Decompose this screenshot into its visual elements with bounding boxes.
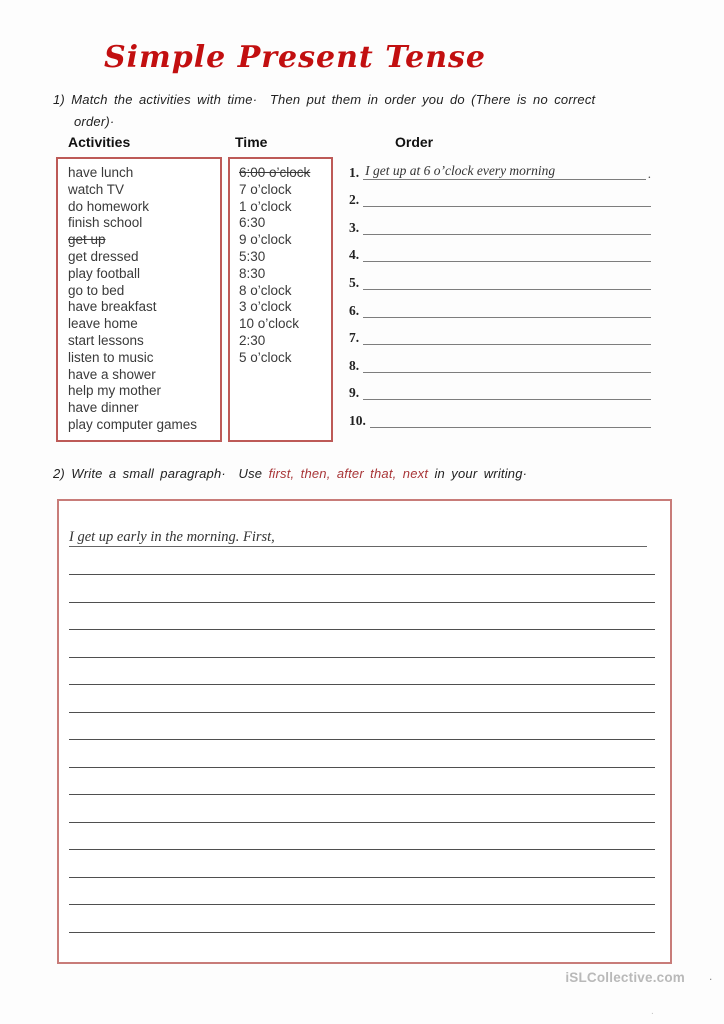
order-answer-line xyxy=(363,217,651,235)
time-item: 6:30 xyxy=(239,215,266,231)
stray-dot-bottom: . xyxy=(651,1006,654,1017)
writing-blank-line xyxy=(69,877,655,878)
stray-dot: . xyxy=(709,969,713,983)
writing-blank-line xyxy=(69,602,655,603)
order-list xyxy=(349,152,651,428)
order-number: 10. xyxy=(349,412,366,428)
exercise2-instruction xyxy=(53,466,527,481)
time-item: 8 o’clock xyxy=(239,282,292,298)
order-answer-line xyxy=(363,162,646,180)
time-item: 2:30 xyxy=(239,332,266,348)
order-trailing-period: . xyxy=(647,165,651,181)
order-number: 7. xyxy=(349,330,360,346)
activity-item: get dressed xyxy=(68,248,139,264)
order-row xyxy=(349,207,651,235)
order-number: 5. xyxy=(349,274,360,290)
activity-item: do homework xyxy=(68,198,150,214)
order-answer-line xyxy=(363,189,651,207)
order-row xyxy=(349,180,651,208)
activity-item: start lessons xyxy=(68,332,144,348)
time-item: 6:00 o’clock xyxy=(239,165,311,180)
time-item: 5 o’clock xyxy=(239,349,292,365)
writing-blank-line xyxy=(69,932,655,933)
instruction-segment: 2) Write a small paragraph· Use xyxy=(53,466,269,481)
order-number: 6. xyxy=(349,302,360,318)
activity-item: have a shower xyxy=(68,366,156,382)
order-row xyxy=(349,345,651,373)
writing-blank-line xyxy=(69,904,655,905)
order-number: 3. xyxy=(349,219,360,235)
time-item: 1 o’clock xyxy=(239,198,292,214)
writing-blank-line xyxy=(69,849,655,850)
writing-blank-line xyxy=(69,794,655,795)
writing-blank-line xyxy=(69,712,655,713)
time-item: 9 o’clock xyxy=(239,232,292,248)
time-item: 3 o’clock xyxy=(239,299,292,315)
order-column-header: Order xyxy=(395,134,434,150)
paragraph-start-line xyxy=(69,524,647,547)
activity-item: help my mother xyxy=(68,383,162,399)
order-answer-line xyxy=(370,410,651,428)
order-answer-line xyxy=(363,272,651,290)
order-row xyxy=(349,235,651,263)
instruction-segment: first, then, after that, next xyxy=(268,466,429,481)
order-answer-line xyxy=(363,355,651,373)
exercise1-instruction-line1: 1) Match the activities with time· Then put them in order you do (There is no correct xyxy=(53,92,596,107)
order-number: 4. xyxy=(349,247,360,263)
time-item: 7 o’clock xyxy=(239,181,292,197)
order-row xyxy=(349,262,651,290)
time-item: 10 o’clock xyxy=(239,316,300,332)
writing-blank-line xyxy=(69,657,655,658)
exercise1-instruction-line2: order)· xyxy=(74,114,115,129)
activity-item: have lunch xyxy=(68,165,134,180)
writing-blank-line xyxy=(69,822,655,823)
writing-blank-line xyxy=(69,629,655,630)
writing-blank-line xyxy=(69,767,655,768)
order-answer-line xyxy=(363,382,651,400)
time-item: 5:30 xyxy=(239,248,266,264)
writing-blank-line xyxy=(69,574,655,575)
activity-item: play computer games xyxy=(68,416,198,432)
activity-item: listen to music xyxy=(68,349,154,365)
order-number: 8. xyxy=(349,357,360,373)
activity-item: get up xyxy=(68,232,106,248)
writing-box xyxy=(57,499,672,964)
order-answer-line xyxy=(363,300,651,318)
order-row xyxy=(349,290,651,318)
order-row xyxy=(349,373,651,401)
activities-column-header: Activities xyxy=(68,134,131,150)
activity-item: leave home xyxy=(68,316,138,332)
order-row xyxy=(349,318,651,346)
activity-item: go to bed xyxy=(68,282,125,298)
activity-item: watch TV xyxy=(68,181,125,197)
time-column-header: Time xyxy=(235,134,268,150)
order-row xyxy=(349,152,651,180)
worksheet-title: Simple Present Tense xyxy=(103,40,486,75)
order-row xyxy=(349,400,651,428)
time-item: 8:30 xyxy=(239,265,266,281)
activity-item: have breakfast xyxy=(68,299,157,315)
order-number: 2. xyxy=(349,192,360,208)
order-answer-line xyxy=(363,244,651,262)
activity-item: finish school xyxy=(68,215,143,231)
order-number: 1. xyxy=(349,164,360,180)
time-list xyxy=(228,157,333,442)
instruction-segment: in your writing· xyxy=(428,466,528,481)
writing-blank-line xyxy=(69,739,655,740)
order-answer-line xyxy=(363,327,651,345)
activities-list xyxy=(56,157,222,442)
writing-blank-line xyxy=(69,684,655,685)
islcollective-watermark: iSLCollective.com xyxy=(565,970,685,985)
order-answer-text: I get up at 6 o’clock every morning xyxy=(365,162,556,178)
paragraph-start-text: I get up early in the morning. First, xyxy=(69,529,275,545)
activity-item: play football xyxy=(68,265,141,281)
order-number: 9. xyxy=(349,385,360,401)
activity-item: have dinner xyxy=(68,400,139,416)
